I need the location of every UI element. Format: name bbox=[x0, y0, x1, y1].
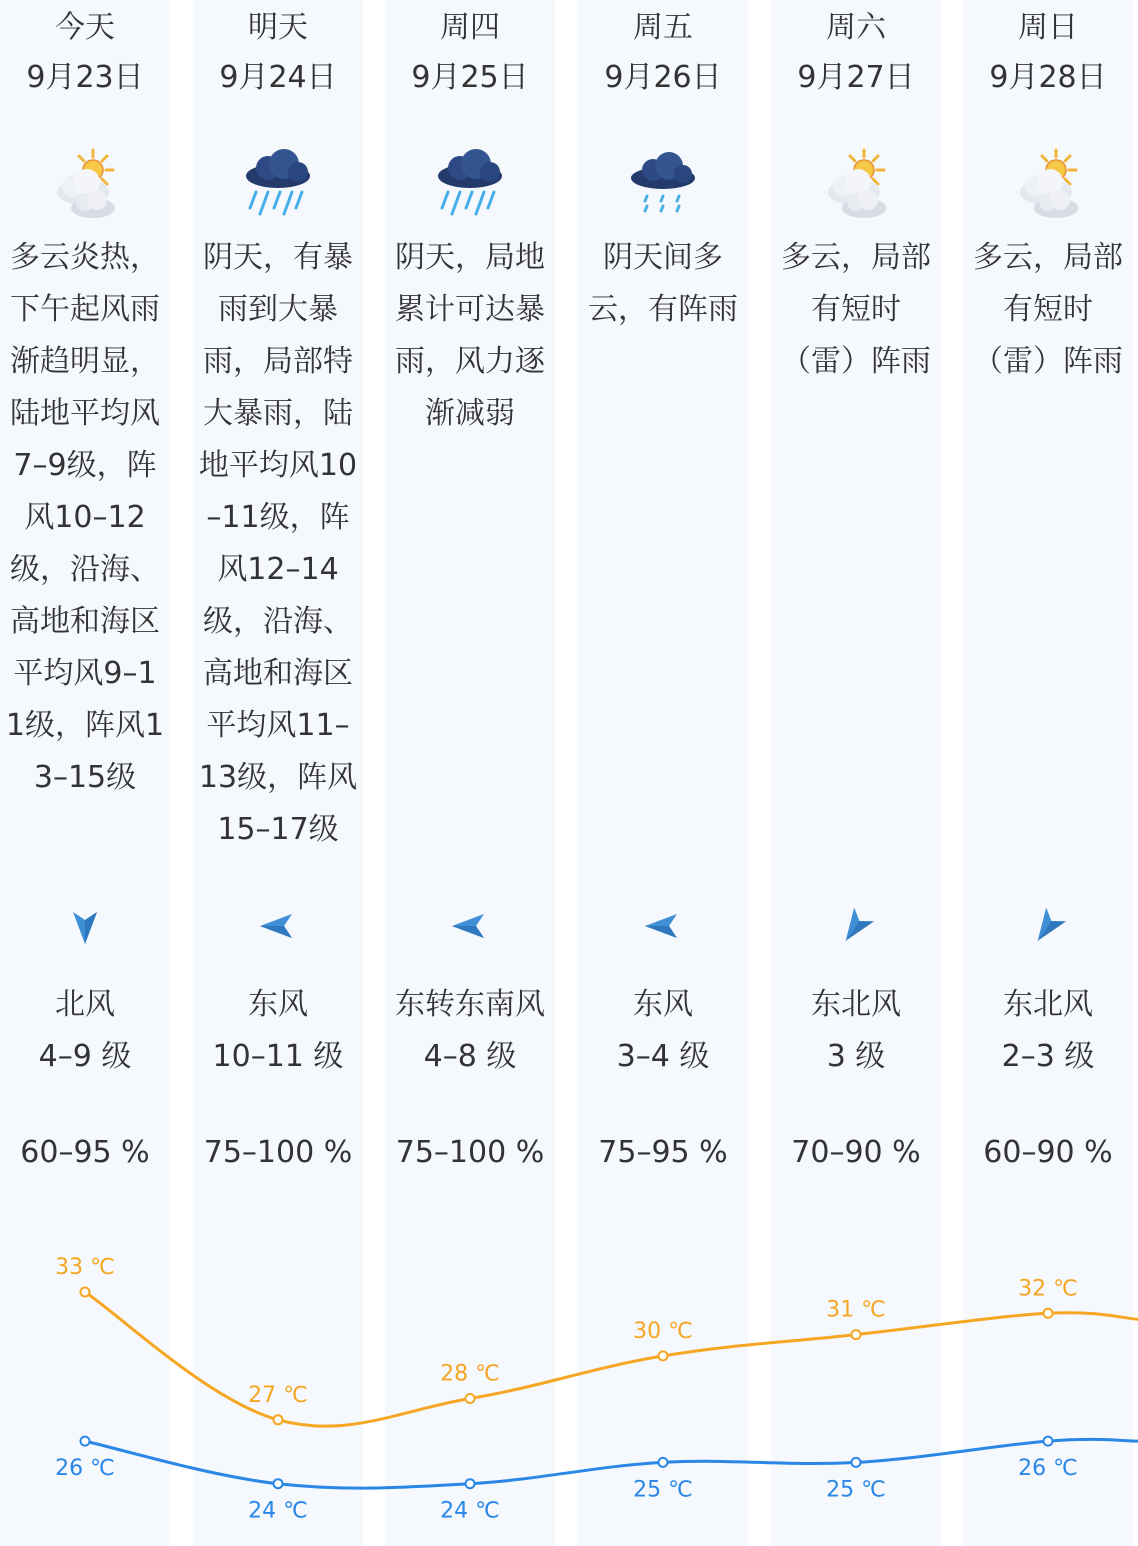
low-temp-label: 26 ℃ bbox=[1018, 1456, 1078, 1482]
high-temp-label: 33 ℃ bbox=[55, 1255, 115, 1280]
high-temp-label: 27 ℃ bbox=[248, 1382, 308, 1408]
wind-arrow-left-icon bbox=[446, 902, 494, 950]
weekday-label: 周五 bbox=[633, 10, 693, 45]
wind-direction-label: 东风 bbox=[248, 987, 308, 1022]
wind-level-label: 3–4 级 bbox=[616, 1039, 710, 1074]
wind-arrow-down-icon bbox=[61, 902, 109, 950]
day-column bbox=[0, 0, 170, 1546]
wind-direction-label: 东北风 bbox=[1003, 987, 1093, 1022]
shower-cloud-icon bbox=[627, 146, 699, 222]
high-temp-label: 30 ℃ bbox=[633, 1318, 693, 1344]
weather-description: 多云炎热，下午起风雨渐趋明显，陆地平均风7–9级，阵风10–12级，沿海、高地和海区平均风9–11级，阵风13–15级 bbox=[5, 240, 165, 795]
wind-arrow-left-icon bbox=[639, 902, 687, 950]
wind-level-label: 10–11 级 bbox=[212, 1039, 344, 1074]
humidity-label: 75–100 % bbox=[395, 1135, 545, 1170]
wind-direction-label: 东转东南风 bbox=[395, 987, 545, 1022]
wind-arrow-down-left-icon bbox=[1024, 902, 1072, 950]
low-temp-label: 25 ℃ bbox=[826, 1477, 886, 1503]
wind-direction-label: 东风 bbox=[633, 987, 693, 1022]
wind-level-label: 4–8 级 bbox=[423, 1039, 517, 1074]
day-column bbox=[578, 0, 748, 1546]
weather-description: 阴天，有暴雨到大暴雨，局部特大暴雨，陆地平均风10–11级，阵风12–14级，沿海、高地和海区平均风11–13级，阵风15–17级 bbox=[198, 240, 358, 847]
weekday-label: 今天 bbox=[55, 10, 115, 45]
weekday-label: 周六 bbox=[826, 10, 886, 45]
weather-description: 多云，局部有短时（雷）阵雨 bbox=[973, 240, 1123, 379]
heavy-rain-cloud-icon bbox=[434, 146, 506, 222]
humidity-label: 60–90 % bbox=[983, 1135, 1113, 1170]
wind-arrow-left-icon bbox=[254, 902, 302, 950]
day-column bbox=[963, 0, 1133, 1546]
date-label: 9月27日 bbox=[797, 60, 915, 95]
weekday-label: 周日 bbox=[1018, 10, 1078, 45]
partly-cloudy-sun-icon bbox=[1012, 146, 1084, 222]
wind-arrow-down-left-icon bbox=[832, 902, 880, 950]
day-column bbox=[193, 0, 363, 1546]
weather-description: 多云，局部有短时（雷）阵雨 bbox=[781, 240, 931, 379]
wind-direction-label: 北风 bbox=[55, 987, 115, 1022]
heavy-rain-cloud-icon bbox=[242, 146, 314, 222]
wind-level-label: 3 级 bbox=[826, 1039, 886, 1074]
weather-description: 阴天，局地累计可达暴雨，风力逐渐减弱 bbox=[395, 240, 545, 431]
wind-level-label: 2–3 级 bbox=[1001, 1039, 1095, 1074]
humidity-label: 70–90 % bbox=[791, 1135, 921, 1170]
low-temp-label: 25 ℃ bbox=[633, 1477, 693, 1503]
wind-level-label: 4–9 级 bbox=[38, 1039, 132, 1074]
weather-description: 阴天间多云，有阵雨 bbox=[588, 240, 738, 327]
weekday-label: 周四 bbox=[440, 10, 500, 45]
date-label: 9月25日 bbox=[411, 60, 529, 95]
humidity-label: 60–95 % bbox=[20, 1135, 150, 1170]
high-temp-label: 28 ℃ bbox=[440, 1361, 500, 1387]
date-label: 9月26日 bbox=[604, 60, 722, 95]
wind-direction-label: 东北风 bbox=[811, 987, 901, 1022]
humidity-label: 75–100 % bbox=[203, 1135, 353, 1170]
high-temp-label: 32 ℃ bbox=[1018, 1276, 1078, 1302]
humidity-label: 75–95 % bbox=[598, 1135, 728, 1170]
weekday-label: 明天 bbox=[248, 10, 308, 45]
low-temp-label: 24 ℃ bbox=[440, 1498, 500, 1524]
date-label: 9月24日 bbox=[219, 60, 337, 95]
partly-cloudy-sun-icon bbox=[49, 146, 121, 222]
day-column bbox=[385, 0, 555, 1546]
low-temp-label: 24 ℃ bbox=[248, 1498, 308, 1524]
partly-cloudy-sun-icon bbox=[820, 146, 892, 222]
date-label: 9月23日 bbox=[26, 60, 144, 95]
high-temp-label: 31 ℃ bbox=[826, 1297, 886, 1323]
low-temp-label: 26 ℃ bbox=[55, 1456, 115, 1482]
date-label: 9月28日 bbox=[989, 60, 1107, 95]
day-column bbox=[771, 0, 941, 1546]
